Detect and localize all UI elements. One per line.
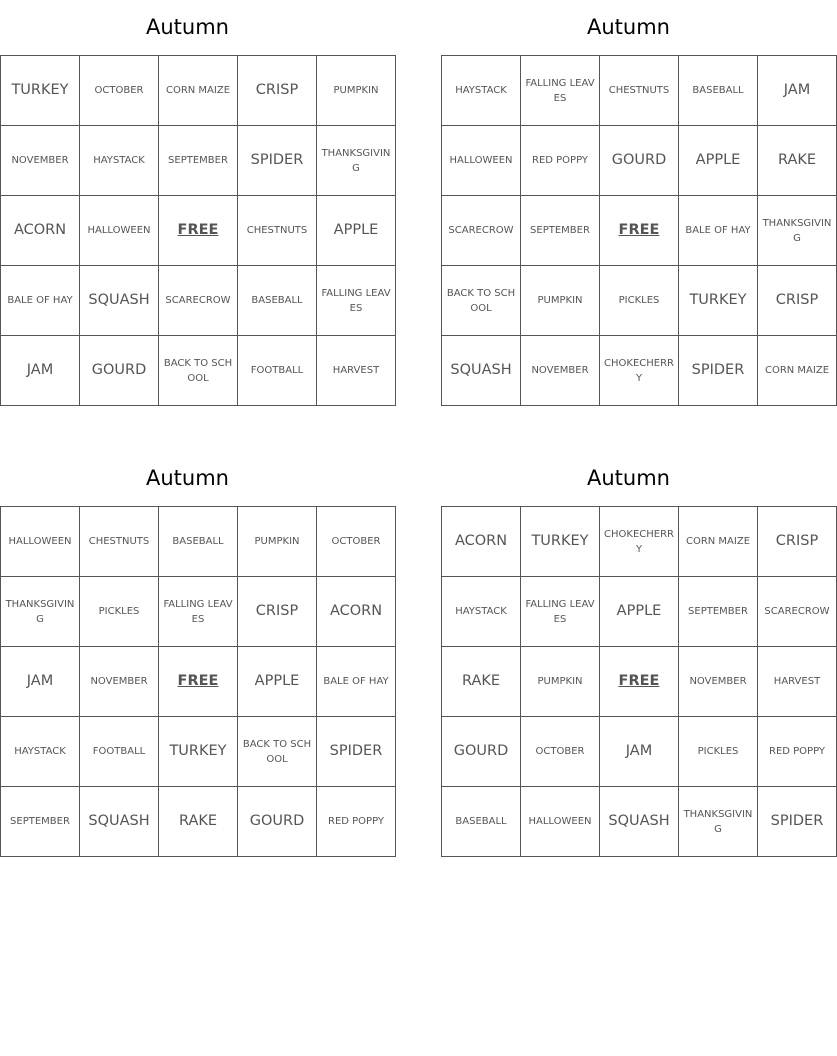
- bingo-cell: CHESTNUTS: [238, 196, 317, 266]
- bingo-cell: FOOTBALL: [238, 336, 317, 406]
- bingo-cell: HAYSTACK: [1, 717, 80, 787]
- bingo-cell: APPLE: [238, 647, 317, 717]
- bingo-cell: GOURD: [442, 717, 521, 787]
- bingo-grid: [0, 506, 396, 857]
- bingo-grid: [0, 55, 396, 406]
- bingo-cell: APPLE: [679, 126, 758, 196]
- bingo-cell: PUMPKIN: [238, 507, 317, 577]
- free-space: FREE: [600, 196, 679, 266]
- bingo-cell: JAM: [758, 56, 837, 126]
- bingo-cell: BASEBALL: [159, 507, 238, 577]
- grid-row: [442, 787, 837, 857]
- bingo-cell: THANKSGIVING: [679, 787, 758, 857]
- bingo-cell: JAM: [600, 717, 679, 787]
- grid-row: [1, 56, 396, 126]
- bingo-cell: NOVEMBER: [1, 126, 80, 196]
- bingo-cell: SEPTEMBER: [1, 787, 80, 857]
- bingo-cell: HALLOWEEN: [521, 787, 600, 857]
- bingo-cell: GOURD: [80, 336, 159, 406]
- bingo-cell: SQUASH: [600, 787, 679, 857]
- bingo-cell: HALLOWEEN: [442, 126, 521, 196]
- bingo-cell: JAM: [1, 647, 80, 717]
- bingo-cell: OCTOBER: [80, 56, 159, 126]
- grid-row: [1, 787, 396, 857]
- free-space: FREE: [600, 647, 679, 717]
- bingo-cell: BACK TO SCHOOL: [159, 336, 238, 406]
- bingo-grid: [441, 506, 837, 857]
- bingo-cell: RAKE: [159, 787, 238, 857]
- bingo-cell: SPIDER: [317, 717, 396, 787]
- grid-row: [442, 507, 837, 577]
- bingo-cell: HAYSTACK: [442, 56, 521, 126]
- bingo-cell: SCARECROW: [758, 577, 837, 647]
- bingo-cell: CHOKECHERRY: [600, 507, 679, 577]
- bingo-cell: ACORN: [442, 507, 521, 577]
- bingo-cell: NOVEMBER: [521, 336, 600, 406]
- bingo-cell: THANKSGIVING: [317, 126, 396, 196]
- bingo-cell: FALLING LEAVES: [521, 56, 600, 126]
- grid-row: [1, 507, 396, 577]
- bingo-cell: PUMPKIN: [521, 647, 600, 717]
- bingo-cell: BACK TO SCHOOL: [238, 717, 317, 787]
- bingo-cell: HARVEST: [317, 336, 396, 406]
- card-title: Autumn: [587, 15, 670, 39]
- bingo-cell: SCARECROW: [159, 266, 238, 336]
- bingo-cell: SEPTEMBER: [521, 196, 600, 266]
- card-title: Autumn: [587, 466, 670, 490]
- bingo-cell: APPLE: [317, 196, 396, 266]
- bingo-cell: BASEBALL: [679, 56, 758, 126]
- grid-row: [442, 717, 837, 787]
- bingo-grid: [441, 55, 837, 406]
- bingo-cell: TURKEY: [1, 56, 80, 126]
- bingo-cell: APPLE: [600, 577, 679, 647]
- bingo-cell: JAM: [1, 336, 80, 406]
- grid-row: [442, 196, 837, 266]
- bingo-cell: TURKEY: [679, 266, 758, 336]
- grid-row: [442, 577, 837, 647]
- bingo-cell: RAKE: [758, 126, 837, 196]
- bingo-cell: GOURD: [600, 126, 679, 196]
- bingo-cell: CRISP: [758, 266, 837, 336]
- bingo-cell: SCARECROW: [442, 196, 521, 266]
- grid-row: [442, 647, 837, 717]
- bingo-cell: ACORN: [317, 577, 396, 647]
- bingo-cell: SEPTEMBER: [159, 126, 238, 196]
- grid-row: [442, 126, 837, 196]
- bingo-cell: FALLING LEAVES: [317, 266, 396, 336]
- free-space: FREE: [159, 647, 238, 717]
- bingo-cell: BALE OF HAY: [317, 647, 396, 717]
- bingo-cell: BASEBALL: [238, 266, 317, 336]
- grid-row: [1, 717, 396, 787]
- bingo-cell: SQUASH: [442, 336, 521, 406]
- card-title: Autumn: [146, 15, 229, 39]
- bingo-cell: THANKSGIVING: [758, 196, 837, 266]
- bingo-cell: CHESTNUTS: [80, 507, 159, 577]
- bingo-cell: CRISP: [758, 507, 837, 577]
- bingo-cell: RED POPPY: [758, 717, 837, 787]
- bingo-cell: NOVEMBER: [80, 647, 159, 717]
- bingo-cell: BACK TO SCHOOL: [442, 266, 521, 336]
- grid-row: [1, 196, 396, 266]
- bingo-cell: RED POPPY: [317, 787, 396, 857]
- bingo-cell: HALLOWEEN: [1, 507, 80, 577]
- grid-row: [442, 56, 837, 126]
- bingo-cell: PUMPKIN: [317, 56, 396, 126]
- bingo-cell: RAKE: [442, 647, 521, 717]
- bingo-cell: HALLOWEEN: [80, 196, 159, 266]
- bingo-cell: PUMPKIN: [521, 266, 600, 336]
- bingo-cell: CORN MAIZE: [159, 56, 238, 126]
- bingo-cell: SPIDER: [758, 787, 837, 857]
- bingo-cell: PICKLES: [679, 717, 758, 787]
- free-space: FREE: [159, 196, 238, 266]
- bingo-cell: SEPTEMBER: [679, 577, 758, 647]
- bingo-cell: CRISP: [238, 56, 317, 126]
- bingo-cell: OCTOBER: [521, 717, 600, 787]
- bingo-cell: ACORN: [1, 196, 80, 266]
- grid-row: [1, 266, 396, 336]
- card-title: Autumn: [146, 466, 229, 490]
- bingo-cell: SQUASH: [80, 266, 159, 336]
- bingo-cell: BALE OF HAY: [679, 196, 758, 266]
- bingo-cell: CORN MAIZE: [679, 507, 758, 577]
- bingo-cell: FALLING LEAVES: [159, 577, 238, 647]
- bingo-cell: TURKEY: [159, 717, 238, 787]
- bingo-cell: BASEBALL: [442, 787, 521, 857]
- bingo-cell: CHOKECHERRY: [600, 336, 679, 406]
- bingo-cell: CHESTNUTS: [600, 56, 679, 126]
- bingo-cell: HAYSTACK: [442, 577, 521, 647]
- bingo-cell: SPIDER: [238, 126, 317, 196]
- bingo-cell: RED POPPY: [521, 126, 600, 196]
- bingo-cell: GOURD: [238, 787, 317, 857]
- grid-row: [442, 336, 837, 406]
- bingo-cell: FOOTBALL: [80, 717, 159, 787]
- grid-row: [1, 336, 396, 406]
- grid-row: [1, 577, 396, 647]
- bingo-cell: CORN MAIZE: [758, 336, 837, 406]
- bingo-cell: BALE OF HAY: [1, 266, 80, 336]
- bingo-cell: NOVEMBER: [679, 647, 758, 717]
- bingo-cell: SQUASH: [80, 787, 159, 857]
- bingo-cell: HARVEST: [758, 647, 837, 717]
- bingo-cell: HAYSTACK: [80, 126, 159, 196]
- bingo-cell: OCTOBER: [317, 507, 396, 577]
- bingo-cell: PICKLES: [600, 266, 679, 336]
- bingo-cell: PICKLES: [80, 577, 159, 647]
- bingo-cell: CRISP: [238, 577, 317, 647]
- bingo-cell: SPIDER: [679, 336, 758, 406]
- grid-row: [1, 126, 396, 196]
- grid-row: [1, 647, 396, 717]
- grid-row: [442, 266, 837, 336]
- bingo-cell: THANKSGIVING: [1, 577, 80, 647]
- bingo-cell: FALLING LEAVES: [521, 577, 600, 647]
- bingo-cell: TURKEY: [521, 507, 600, 577]
